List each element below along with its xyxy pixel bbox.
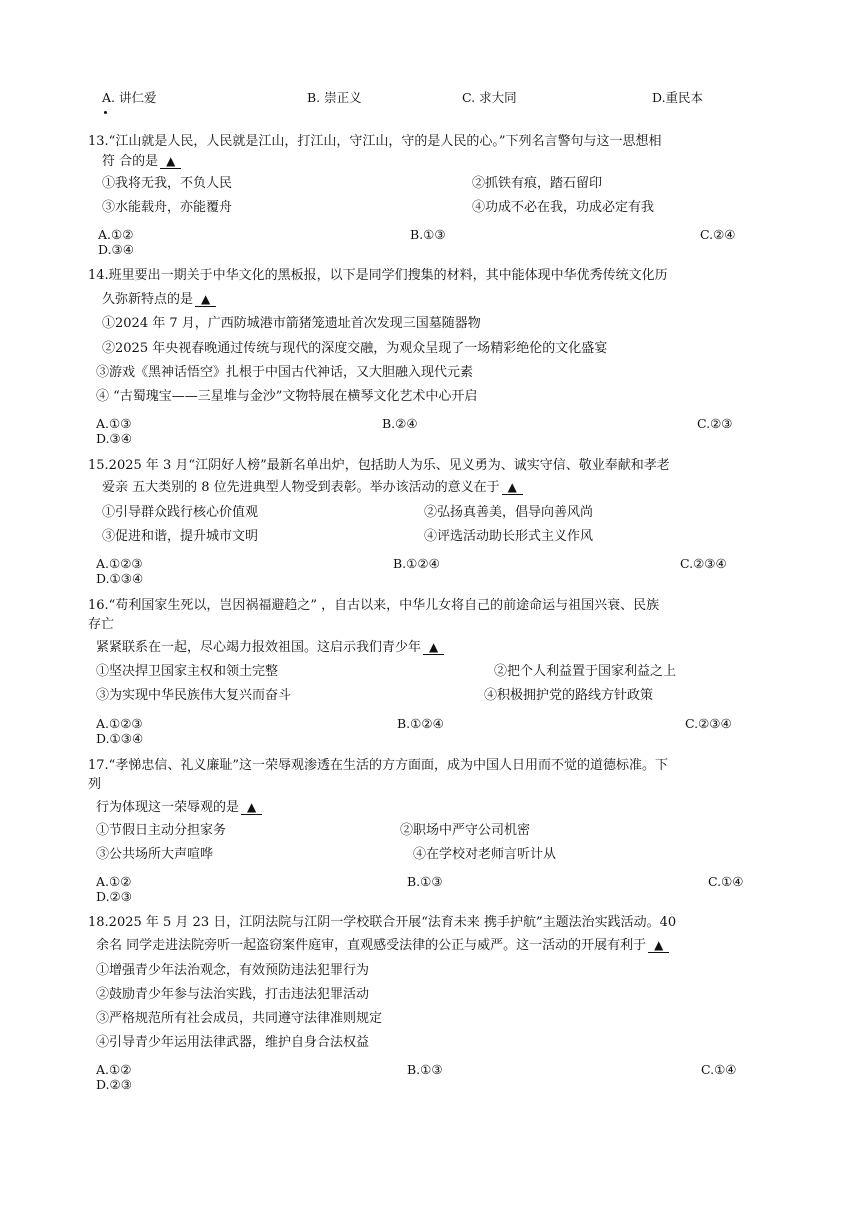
statement-item: ④ “古蜀瑰宝——三星堆与金沙”文物特展在横琴文化艺术中心开启 xyxy=(96,389,478,404)
question-stem: 15.2025 年 3 月“江阴好人榜”最新名单出炉，包括助人为乐、见义勇为、诚实守信、敬业奉献和孝老 xyxy=(88,458,670,473)
option-d[interactable]: D.③④ xyxy=(98,242,134,257)
question-stem: 14.班里要出一期关于中华文化的黑板报，以下是同学们搜集的材料，其中能体现中华优秀传统文化历 xyxy=(88,268,668,283)
statement-item: ③为实现中华民族伟大复兴而奋斗 xyxy=(96,688,292,703)
answer-blank[interactable]: ▲ xyxy=(502,480,523,495)
option-b[interactable]: B.①②④ xyxy=(397,716,444,731)
statement-item: ④积极拥护党的路线方针政策 xyxy=(484,688,654,703)
option-d[interactable]: D.①③④ xyxy=(96,731,144,746)
question-stem-cont: 余名 同学走进法院旁听一起盗窃案件庭审，直观感受法律的公正与威严。这一活动的开展有利于 ▲ xyxy=(96,938,669,954)
answer-blank[interactable]: ▲ xyxy=(648,938,669,953)
statement-item: ①节假日主动分担家务 xyxy=(96,823,227,838)
answer-blank[interactable]: ▲ xyxy=(423,640,444,655)
option-c[interactable]: C.②③ xyxy=(697,416,733,431)
statement-item: ②2025 年央视春晚通过传统与现代的深度交融，为观众呈现了一场精彩绝伦的文化盛宴 xyxy=(102,341,608,356)
question-stem-cont: 紧紧联系在一起，尽心竭力报效祖国。这启示我们青少年 ▲ xyxy=(96,640,444,656)
statement-item: ③游戏《黑神话悟空》扎根于中国古代神话，又大胆融入现代元素 xyxy=(96,365,474,380)
statement-item: ④在学校对老师言听计从 xyxy=(413,847,557,862)
option-a[interactable]: A.①②③ xyxy=(96,556,143,571)
question-stem-cont: 符 合的是 ▲ xyxy=(102,154,181,170)
option-a[interactable]: A.①②③ xyxy=(96,716,143,731)
statement-item: ②职场中严守公司机密 xyxy=(400,823,531,838)
statement-item: ①坚决捍卫国家主权和领土完整 xyxy=(96,664,279,679)
option-a[interactable]: A.①② xyxy=(96,1062,132,1077)
statement-item: ②鼓励青少年参与法治实践，打击违法犯罪活动 xyxy=(96,987,370,1002)
statement-item: ④引导青少年运用法律武器，维护自身合法权益 xyxy=(96,1035,370,1050)
statement-item: ③公共场所大声喧哗 xyxy=(96,847,214,862)
option-c[interactable]: C. 求大同 xyxy=(462,90,517,105)
option-a[interactable]: A.①② xyxy=(96,874,132,889)
bullet-dot xyxy=(104,111,107,114)
statement-item: ④评选活动助长形式主义作风 xyxy=(424,529,594,544)
statement-item: ③严格规范所有社会成员，共同遵守法律准则规定 xyxy=(96,1011,383,1026)
answer-blank[interactable]: ▲ xyxy=(241,800,262,815)
statement-item: ②把个人利益置于国家利益之上 xyxy=(494,664,677,679)
answer-blank[interactable]: ▲ xyxy=(195,292,216,307)
question-stem-wrap: 列 xyxy=(88,777,102,792)
option-d[interactable]: D.重民本 xyxy=(652,90,704,105)
question-stem: 17.“孝悌忠信、礼义廉耻”这一荣辱观渗透在生活的方方面面，成为中国人日用而不觉的道德标准。下 xyxy=(88,758,668,773)
statement-item: ①2024 年 7 月，广西防城港市箭猪笼遗址首次发现三国墓随器物 xyxy=(102,316,481,331)
option-a[interactable]: A. 讲仁爱 xyxy=(102,90,157,105)
answer-blank[interactable]: ▲ xyxy=(160,154,181,169)
statement-item: ①我将无我，不负人民 xyxy=(102,176,233,191)
option-d[interactable]: D.②③ xyxy=(96,889,132,904)
question-stem: 16.“苟利国家生死以，岂因祸福避趋之” ，自古以来，中华儿女将自己的前途命运与祖国兴衰、民族 xyxy=(88,598,660,613)
statement-item: ③促进和谐，提升城市文明 xyxy=(102,529,259,544)
option-b[interactable]: B.①③ xyxy=(410,227,446,242)
statement-item: ④功成不必在我，功成必定有我 xyxy=(472,200,655,215)
option-b[interactable]: B.①③ xyxy=(407,874,443,889)
option-d[interactable]: D.③④ xyxy=(96,431,132,446)
question-stem: 13.“江山就是人民，人民就是江山，打江山，守江山，守的是人民的心。”下列名言警句与这一思想相 xyxy=(88,134,662,149)
question-stem-wrap: 存亡 xyxy=(88,617,115,632)
option-c[interactable]: C.②③④ xyxy=(680,556,727,571)
option-b[interactable]: B.①②④ xyxy=(393,556,440,571)
option-a[interactable]: A.①③ xyxy=(96,416,132,431)
question-stem-cont: 爱亲 五大类别的 8 位先进典型人物受到表彰。举办该活动的意义在于 ▲ xyxy=(102,480,523,496)
option-c[interactable]: C.②④ xyxy=(700,227,736,242)
option-d[interactable]: D.②③ xyxy=(96,1077,132,1092)
option-d[interactable]: D.①③④ xyxy=(96,571,144,586)
option-c[interactable]: C.①④ xyxy=(708,874,744,889)
statement-item: ③水能载舟，亦能覆舟 xyxy=(102,200,233,215)
question-stem-cont: 行为体现这一荣辱观的是 ▲ xyxy=(96,800,262,816)
statement-item: ①增强青少年法治观念，有效预防违法犯罪行为 xyxy=(96,963,370,978)
statement-item: ②弘扬真善美，倡导向善风尚 xyxy=(424,505,594,520)
option-a[interactable]: A.①② xyxy=(98,227,134,242)
option-b[interactable]: B. 崇正义 xyxy=(307,90,362,105)
statement-item: ②抓铁有痕，踏石留印 xyxy=(472,176,603,191)
question-stem: 18.2025 年 5 月 23 日，江阴法院与江阴一学校联合开展“法育未来 携手护航”主题法治实践活动。40 xyxy=(88,915,677,930)
statement-item: ①引导群众践行核心价值观 xyxy=(102,505,259,520)
option-b[interactable]: B.②④ xyxy=(382,416,418,431)
question-stem-cont: 久弥新特点的是 ▲ xyxy=(102,292,216,308)
option-c[interactable]: C.①④ xyxy=(701,1062,737,1077)
option-b[interactable]: B.①③ xyxy=(407,1062,443,1077)
option-c[interactable]: C.②③④ xyxy=(685,716,732,731)
